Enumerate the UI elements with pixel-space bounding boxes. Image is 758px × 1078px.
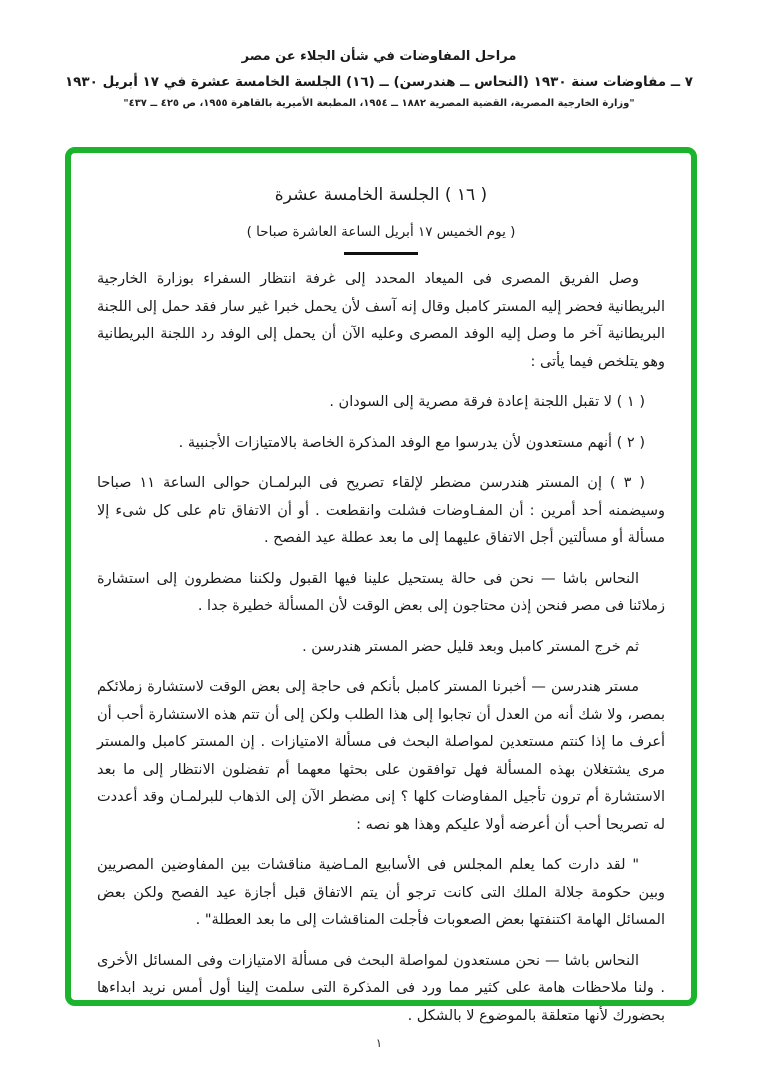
paragraph-nahhas-2: النحاس باشا — نحن مستعدون لمواصلة البحث فى مسألة الامتيازات وفى المسائل الأخرى . ولنا ملاحظات هامة على كثير مما ورد فى المذكرة التى سلمت إلينا أول أمس نريد ابداءها بحضورك لأنها متعلقة بالموضوع لا بالشكل .: [97, 952, 665, 1024]
paragraph-transition: ثم خرج المستر كامبل وبعد قليل حضر المستر هندرسن .: [302, 638, 639, 655]
session-body: [97, 266, 665, 1030]
paragraph-nahhas-1: النحاس باشا — نحن فى حالة يستحيل علينا فيها القبول ولكننا مضطرون إلى استشارة زملائنا فى مصر فنحن إذن محتاجون إلى بعض الوقت لأن المسألة خطيرة جدا .: [97, 570, 665, 614]
paragraph-henderson: مستر هندرسن — أخبرنا المستر كامبل بأنكم فى حاجة إلى بعض الوقت لاستشارة زملائكم بمصر، ولا شك أنه من العدل أن تجابوا إلى هذا الطلب ولكن إلى أن تتم هذه الاستشارة أحب أن أعرف ما إذا كنتم مستعدين لمواصلة البحث فى مسألة الامتيازات . إن المستر كامبل والمستر مرى يشتغلان بهذه المسألة فهل توافقون على بحثها معهما أم تفضلون الانتظار إلى ما بعد الاستشارة أم ترون تأجيل المفاوضات كلها ؟ إنى مضطر الآن إلى الذهاب للبرلمـان وقد أعددت له تصريحا أحب أن أعرضه أولا عليكم وهذا هو نصه :: [97, 679, 665, 833]
session-frame: [65, 147, 697, 1024]
list-item-3: ( ٣ ) إن المستر هندرسن مضطر لإلقاء تصريح فى البرلمـان حوالى الساعة ١١ صباحا وسيضمنه أحد أمرين : أن المفـاوضات فشلت وانقطعت . أو أن الاتفاق تام على كل شىء إلا مسألة أو مسألتين أجل الاتفاق عليهما إلى ما بعد عطلة عيد الفصح .: [97, 475, 665, 546]
source-citation: "وزارة الخارجية المصرية، القضية المصرية ١٨٨٢ ــ ١٩٥٤، المطبعة الأميرية بالقاهرة ١٩٥٥، ص ٤٢٥ ــ ٤٣٧": [123, 97, 635, 109]
page-footer: [0, 1036, 758, 1050]
title-divider: [344, 252, 418, 255]
page-number: ١: [375, 1036, 383, 1050]
session-datetime: ( يوم الخميس ١٧ أبريل الساعة العاشرة صباحا ): [246, 224, 516, 240]
session-title: ( ١٦ ) الجلسة الخامسة عشرة: [274, 185, 488, 205]
section-heading: ٧ ــ مفاوضات سنة ١٩٣٠ (النحاس ــ هندرسن) ــ (١٦) الجلسة الخامسة عشرة في ١٧ أبريل ١٩٣٠: [64, 74, 694, 90]
series-title: مراحل المفاوضات في شأن الجلاء عن مصر: [241, 49, 517, 64]
paragraph-intro: وصل الفريق المصرى فى الميعاد المحدد إلى غرفة انتظار السفراء بوزارة الخارجية البريطانية فحضر إليه المستر كامبل وقال إنه آسف لأن يحمل خبرا غير سار فقد حمل إلى اللجنة البريطانية آخر ما وصل إليه الوفد المصرى وعليه الآن أن يحمل إلى الوفد رد اللجنة البريطانية وهو يتلخص فيما يأتى :: [97, 271, 665, 370]
paragraph-statement-quote: " لقد دارت كما يعلم المجلس فى الأسابيع المـاضية مناقشات بين المفاوضين المصريين وبين حكومة جلالة الملك التى كانت ترجو أن يتم الاتفاق قبل أجازة عيد الفصح ولكن بعض المسائل الهامة اكتنفتها بعض الصعوبات فأجلت المناقشات إلى ما بعد العطلة" .: [97, 857, 665, 928]
list-item-2: ( ٢ ) أنهم مستعدون لأن يدرسوا مع الوفد المذكرة الخاصة بالامتيازات الأجنبية .: [178, 434, 645, 451]
page-header: [0, 0, 758, 109]
list-item-1: ( ١ ) لا تقبل اللجنة إعادة فرقة مصرية إلى السودان .: [329, 394, 645, 410]
